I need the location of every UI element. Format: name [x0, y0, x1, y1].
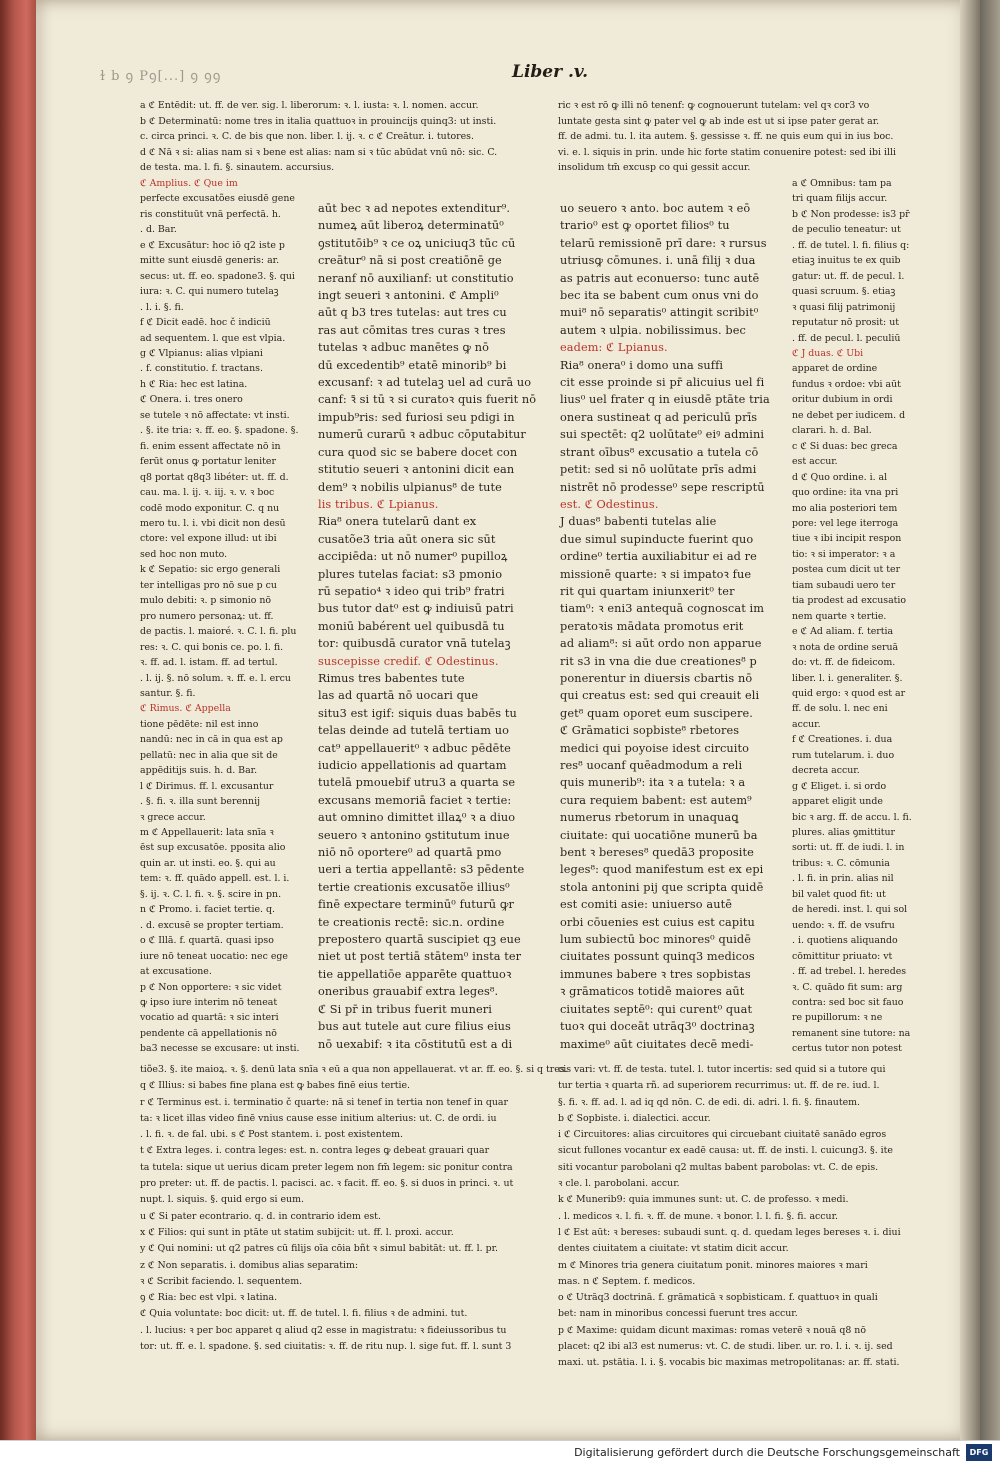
- text-line: liber. l. i. generaliter. §.: [792, 672, 903, 684]
- text-line: y ℭ Qui nomini: ut q2 patres cū filijs oīa cōia bñt ꝛ simul babitāt: ut. ff. l. pr.: [140, 1243, 499, 1255]
- text-line: ne debet per iudicem. d: [792, 409, 906, 421]
- text-line: lius⁰ uel frater q in eiusdē ptāte tria: [560, 393, 770, 407]
- faded-header-text: ɫ b ꝯ Pꝯ[...] ꝯ ꝯꝯ: [100, 69, 222, 84]
- text-line: ba3 necesse se excusare: ut insti.: [140, 1043, 300, 1055]
- text-line: ric ꝛ est rō ꝙ illi nō tenenf: ꝙ cognouerunt tutelam: vel qꝛ cor3 vo: [558, 100, 870, 111]
- text-line: sorti: ut. ff. de iudi. l. in: [792, 842, 905, 854]
- text-line: ff. de solu. l. nec eni: [792, 703, 888, 715]
- text-line: est accur.: [792, 456, 838, 468]
- text-line: oritur dubium in ordi: [792, 394, 893, 406]
- text-line: a ℭ Entēdit: ut. ff. de ver. sig. l. liberorum: ꝛ. l. iusta: ꝛ. l. nomen. accur.: [140, 100, 479, 111]
- text-line: ēst sup excusatōe. pposita alio: [140, 842, 286, 854]
- text-line: ℭ Amplius. ℭ Que im: [140, 178, 238, 189]
- text-line: tiue ꝛ ibi incipit respon: [792, 533, 902, 545]
- text-line: aūt q b3 tres tutelas: aut tres cu: [318, 306, 507, 320]
- text-line: las ad quartā nō uocari que: [318, 689, 479, 703]
- text-line: pellatū: nec in alia que sit de: [140, 749, 278, 761]
- text-line: dem⁹ ꝛ nobilis ulpianus⁸ de tute: [318, 480, 502, 494]
- text-line: res: ꝛ. C. qui bonis ce. po. l. fi.: [140, 641, 284, 653]
- text-line: res⁸ uocanf quēadmodum a reli: [560, 759, 743, 772]
- text-line: neranf nō auxilianf: ut constitutio: [318, 271, 514, 285]
- text-line: quasi scruum. §. etiaꝫ: [792, 286, 896, 298]
- text-line: utriusꝙ cōmunes. i. unā filij ꝛ dua: [560, 254, 756, 268]
- text-line: lis tribus. ℭ Lpianus.: [318, 497, 439, 511]
- text-line: cau. ma. l. ij. ꝛ. iij. ꝛ. v. ꝛ boc: [140, 487, 275, 499]
- text-line: f ℭ Creationes. i. dua: [792, 734, 893, 746]
- text-line: tem: ꝛ. ff. quādo appell. est. l. i.: [140, 873, 290, 885]
- text-line: r ℭ Terminus est. i. terminatio č quarte: nā si tenef in tertia non tenef in quar: [140, 1096, 508, 1108]
- text-line: rū sepatio⁴ ꝛ ideo qui trib⁹ fratri: [318, 584, 505, 598]
- text-line: p ℭ Non opportere: ꝛ sic videt: [140, 981, 282, 993]
- text-line: onera sustineat q ad periculū prīs: [560, 410, 758, 424]
- text-line: est. ℭ Odestinus.: [560, 497, 659, 511]
- text-line: missionē quarte: ꝛ si impatoꝛ fue: [560, 567, 752, 581]
- text-line: bil valet quod fit: ut: [792, 888, 886, 900]
- text-line: numeꝝ aūt liberoꝝ determinatū⁰: [318, 219, 504, 233]
- text-line: ordine⁰ tertia auxiliabitur ei ad re: [560, 550, 757, 564]
- text-line: l ℭ Est aūt: ꝛ bereses: subaudi sunt. q. d. quedam leges bereses ꝛ. i. diui: [558, 1226, 901, 1238]
- text-line: mas. n ℭ Septem. f. medicos.: [558, 1275, 696, 1287]
- text-line: . ff. ad trebel. l. heredes: [792, 966, 907, 978]
- text-line: §. fi. ꝛ. ff. ad. l. ad iq qd nōn. C. de edi. di. adri. l. fi. §. finautem.: [558, 1096, 861, 1108]
- text-line: excusans memoriā faciet ꝛ tertie:: [318, 793, 512, 807]
- text-line: accur.: [792, 718, 821, 730]
- text-line: tribus: ꝛ. C. cōmunia: [792, 857, 890, 869]
- text-line: quo ordine: ita vna pri: [792, 487, 899, 499]
- text-line: se tutele ꝛ nō affectate: vt insti.: [140, 409, 290, 421]
- text-line: ctore: vel expone illud: ut ibi: [140, 533, 277, 545]
- text-line: . i. quotiens aliquando: [792, 935, 898, 947]
- text-line: ris constituūt vnā perfectā. h.: [140, 208, 281, 220]
- text-line: ꝛ grece accur.: [140, 811, 206, 823]
- text-line: nem quarte ꝛ tertie.: [792, 610, 887, 622]
- text-line: tiõe3. §. ite maioꝝ. ꝛ. §. denū lata snīa ꝛ eū a qua non appellauerat. vt ar. ff. eo. §. si q tres.: [140, 1064, 568, 1075]
- facing-page-edge: [980, 0, 1000, 1440]
- text-line: tur tertia ꝛ quarta rñ. ad superiorem recurrimus: ut. ff. de re. iud. l.: [558, 1080, 880, 1092]
- text-line: sed hoc non muto.: [140, 548, 228, 560]
- text-line: tuoꝛ qui doceāt utrāq3⁰ doctrinaꝫ: [560, 1020, 755, 1034]
- text-line: cat⁹ appellauerit⁰ ꝛ adbuc pēdēte: [318, 741, 511, 755]
- page-title: Liber .v.: [512, 62, 588, 82]
- text-line: o ℭ Illā. f. quartā. quasi ipso: [140, 935, 274, 947]
- text-line: g ℭ Eliget. i. si ordo: [792, 780, 887, 792]
- text-line: at excusatione.: [140, 966, 212, 978]
- text-line: cusatõe3 tria aūt onera sic sūt: [318, 532, 496, 546]
- text-line: apparet eligit unde: [792, 796, 883, 808]
- text-line: b ℭ Determinatū: nome tres in italia quattuoꝛ in prouincijs quinq3: ut insti.: [140, 115, 497, 127]
- text-line: niet ut post tertiā stātem⁰ insta ter: [318, 950, 522, 964]
- main-text-column-2: [560, 200, 790, 1052]
- text-line: fundus ꝛ ordoe: vbi aūt: [792, 378, 901, 390]
- text-line: ta: ꝛ licet illas video finē vnius cause esse initium alterius: ut. C. de ordi. iu: [140, 1112, 497, 1124]
- text-line: pore: vel lege iterroga: [792, 517, 899, 529]
- text-line: iure nō teneat uocatio: nec ege: [140, 950, 288, 962]
- text-line: ℭ J duas. ℭ Ubi: [792, 347, 864, 359]
- text-line: nō uexabif: ꝛ ita cōstitutū est a di: [318, 1037, 513, 1051]
- text-line: pro numero personaꝝ: ut. ff.: [140, 610, 274, 622]
- text-line: stitutio seueri ꝛ antonini dicit ean: [318, 463, 515, 477]
- text-line: vi. e. l. siquis in prin. unde hic forte statim conuenire potest: sed ibi illi: [558, 146, 896, 158]
- gloss-top-left: [140, 98, 552, 176]
- text-line: cit esse proinde si pr̄ alicuius uel fi: [560, 376, 765, 390]
- text-line: siti vocantur parobolani q2 multas babent parobolas: vt. C. de epis.: [558, 1161, 879, 1173]
- text-line: situ3 est igif: siquis duas babēs tu: [318, 706, 517, 720]
- text-line: h ℭ Ria: hec est latina.: [140, 378, 248, 390]
- text-line: . l. medicos ꝛ. l. fi. ꝛ. ff. de mune. ꝛ bonor. l. l. fi. §. fi. accur.: [558, 1210, 839, 1222]
- text-line: telarū remissionē prī dare: ꝛ rursus: [560, 236, 767, 250]
- text-line: k ℭ Munerib9: quia immunes sunt: ut. C. de professo. ꝛ medi.: [558, 1194, 849, 1206]
- text-line: . l. ij. §. nō solum. ꝛ. ff. e. l. ercu: [140, 672, 291, 684]
- text-line: nupt. l. siquis. §. quid ergo si eum.: [140, 1194, 304, 1206]
- text-line: n ℭ Promo. i. faciet tertie. q.: [140, 904, 275, 916]
- text-line: c ℭ Si duas: bec greca: [792, 440, 898, 452]
- text-line: ponerentur in diuersis cbartis nō: [560, 671, 753, 685]
- text-line: get⁸ quam oporet eum suscipere.: [560, 706, 753, 720]
- text-line: x ℭ Filios: qui sunt in ptāte ut statim subijcit: ut. ff. l. proxi. accur.: [140, 1226, 454, 1238]
- text-line: tio: ꝛ si imperator: ꝛ a: [792, 548, 896, 560]
- text-line: bic ꝛ arg. ff. de accu. l. fi.: [792, 811, 912, 823]
- text-line: apparet de ordine: [792, 363, 878, 375]
- text-line: placet: q2 ibi al3 est numerus: vt. C. de studi. liber. ur. ro. l. i. ꝛ. ij. sed: [558, 1341, 893, 1353]
- text-line: tione pēdēte: nil est inno: [140, 718, 259, 730]
- text-line: aūt bec ꝛ ad nepotes extenditur⁹.: [318, 202, 511, 215]
- text-line: ferūt onus ꝙ portatur leniter: [140, 456, 276, 468]
- text-line: e ℭ Ad aliam. f. tertia: [792, 626, 894, 638]
- text-line: ꝛ ℭ Scribit faciendo. l. sequentem.: [140, 1275, 303, 1287]
- text-line: mulo debiti: ꝛ. p simonio nō: [140, 595, 272, 607]
- text-line: tor: ut. ff. e. l. spadone. §. sed ciuitatis: ꝛ. ff. de ritu nup. l. sige fut. ff. l. sunt 3: [140, 1341, 512, 1353]
- text-line: ta tutela: sique ut uerius dicam preter legem non fm̄ legem: sic ponitur contra: [140, 1161, 513, 1173]
- text-line: rit qui quartam iniunxerit⁰ ter: [560, 584, 735, 598]
- text-line: J duas⁸ babenti tutelas alie: [560, 515, 717, 529]
- text-line: nistrēt nō prodesse⁰ sepe rescriptū: [560, 480, 765, 494]
- text-line: cura quod sic se babere docet con: [318, 445, 518, 459]
- text-line: mitte sunt eiusdē generis: ar.: [140, 255, 280, 267]
- text-line: z ℭ Non separatis. i. domibus alias separatim:: [140, 1259, 359, 1271]
- text-line: . d. Bar.: [140, 224, 177, 236]
- text-line: de peculio teneatur: ut: [792, 224, 901, 236]
- text-line: ꝛ. ff. ad. l. istam. ff. ad tertul.: [140, 657, 278, 669]
- text-line: ꝛ grāmaticos totidē maiores aūt: [560, 985, 745, 999]
- text-line: certus tutor non potest: [792, 1043, 902, 1055]
- text-line: ꝛ nota de ordine seruā: [792, 641, 899, 653]
- text-line: q8 portat q8q3 libéter: ut. ff. d.: [140, 471, 289, 483]
- text-line: uendo: ꝛ. ff. de vsufru: [792, 919, 895, 931]
- text-line: ꝛ cle. l. parobolani. accur.: [558, 1178, 680, 1190]
- text-line: etiaꝫ inuitus te ex quib: [792, 255, 901, 267]
- text-line: . §. ite tria: ꝛ. ff. eo. §. spadone. §.: [140, 425, 299, 437]
- text-line: dentes ciuitatem a ciuitate: vt statim dicit accur.: [558, 1243, 789, 1255]
- text-line: bent ꝛ bereses⁸ quedā3 proposite: [560, 846, 754, 860]
- text-line: as patris aut econuerso: tunc autē: [560, 271, 760, 285]
- text-line: ℭ Si pr̄ in tribus fuerit muneri: [318, 1002, 492, 1016]
- text-line: m ℭ Minores tria genera ciuitatum ponit. minores maiores ꝛ mari: [558, 1259, 868, 1271]
- text-line: u ℭ Si pater econtrario. q. d. in contrario idem est.: [140, 1210, 381, 1222]
- text-line: remanent sine tutore: na: [792, 1027, 911, 1039]
- text-line: ciuitates possunt quinq3 medicos: [560, 950, 755, 964]
- text-line: . l. lucius: ꝛ per boc apparet q aliud q2 esse in magistratu: ꝛ fideiussoribus tu: [140, 1324, 507, 1336]
- text-line: contra: sed boc sit fauo: [792, 997, 904, 1009]
- text-line: immunes babere ꝛ tres sopbistas: [560, 967, 751, 981]
- text-line: mui⁸ nō separatis⁰ attingit scribit⁰: [560, 306, 759, 320]
- text-line: l ℭ Dirimus. ff. l. excusantur: [140, 780, 274, 792]
- footer-bar: [0, 1440, 1000, 1466]
- text-line: ad aliam⁸: si aūt ordo non apparue: [560, 637, 762, 651]
- text-line: postea cum dicit ut ter: [792, 564, 901, 576]
- text-line: a ℭ Omnibus: tam pa: [792, 178, 892, 189]
- text-line: bec ita se babent cum onus vni do: [560, 289, 759, 303]
- text-line: iura: ꝛ. C. qui numero tutelaꝫ: [140, 286, 279, 298]
- text-line: Rimus tres babentes tute: [318, 671, 465, 685]
- text-line: numerus rbetorum in unaquaꝗ: [560, 811, 739, 825]
- text-line: c. circa princi. ꝛ. C. de bis que non. liber. l. ij. ꝛ. c ℭ Creātur. i. tutores.: [140, 131, 474, 143]
- text-line: uo seuero ꝛ anto. boc autem ꝛ eō: [560, 202, 751, 215]
- text-line: reputatur nō prosit: ut: [792, 317, 900, 329]
- gloss-bottom-right: [558, 1062, 930, 1369]
- text-line: de heredi. inst. l. qui sol: [792, 904, 908, 916]
- text-line: numerū curarū ꝛ adbuc cōputabitur: [318, 428, 526, 442]
- text-line: gatur: ut. ff. de pecul. l.: [792, 270, 905, 282]
- dfg-logo: DFG: [966, 1444, 992, 1461]
- right-gloss-column: [792, 176, 928, 1056]
- text-line: i ℭ Circuitores: alias circuitores qui circuebant ciuitatē sanādo egros: [558, 1129, 887, 1141]
- text-line: quis munerib⁹: ita ꝛ a tutela: ꝛ a: [560, 776, 746, 790]
- text-line: tutelas ꝛ adbuc manētes ꝙ nō: [318, 341, 490, 355]
- text-line: f ℭ Dicit eadē. hoc č indiciū: [140, 317, 271, 329]
- text-line: canf: ꝛ̄ si tū ꝛ si curatoꝛ quis fuerit nō: [318, 393, 537, 407]
- text-line: g ℭ Vlpianus: alias vlpiani: [140, 347, 263, 359]
- text-line: ciuitates septē⁰: qui curent⁰ quat: [560, 1002, 753, 1016]
- text-line: leges⁸: quod manifestum est ex epi: [560, 863, 764, 877]
- text-line: oneribus grauabif extra leges⁸.: [318, 985, 499, 999]
- text-line: finē expectare terminū⁰ futurū ꝙr: [318, 898, 514, 912]
- text-line: d ℭ Quo ordine. i. al: [792, 471, 888, 483]
- page-gutter: [960, 0, 980, 1440]
- text-line: telas deinde ad tutelā tertiam uo: [318, 724, 510, 738]
- text-line: santur. §. fi.: [140, 687, 196, 699]
- text-line: secus: ut. ff. eo. spadone3. §. qui: [140, 270, 295, 282]
- text-line: de testa. ma. l. fi. §. sinautem. accursius.: [140, 162, 335, 174]
- text-line: p ℭ Maxime: quidam dicunt maximas: romas veterē ꝛ nouā q8 nō: [558, 1324, 866, 1336]
- text-line: prepostero quartā suscipiet qꝫ eue: [318, 933, 521, 947]
- text-line: maxi. ut. pstātia. l. i. §. vocabis bic maximas metropolitanas: ar. ff. stati.: [558, 1357, 900, 1369]
- text-line: pro preter: ut. ff. de pactis. l. pacisci. ac. ꝛ facit. ff. eo. §. si duos in princi. ꝛ. ut: [140, 1178, 514, 1190]
- text-line: tiam subaudi uero ter: [792, 579, 896, 591]
- text-line: clarari. h. d. Bal.: [792, 425, 872, 437]
- text-line: t ℭ Extra leges. i. contra leges: est. n. contra leges ꝙ debeat grauari quar: [140, 1145, 490, 1157]
- text-line: ras aut cōmitas tres curas ꝛ tres: [318, 323, 506, 337]
- text-line: seuero ꝛ antonino ꝯstitutum inue: [318, 828, 510, 842]
- text-line: ꝙ ipso iure interim nō teneat: [140, 997, 278, 1009]
- text-line: eadem: ℭ Lpianus.: [560, 341, 668, 355]
- text-line: peratoꝛis mādata promotus erit: [560, 619, 744, 633]
- text-line: dū excedentib⁹ etatē minorib⁹ bi: [318, 358, 507, 372]
- text-line: perfecte excusatões eiusdē gene: [140, 193, 295, 205]
- text-line: . ff. de tutel. l. fi. filius q:: [792, 239, 910, 251]
- text-line: aut omnino dimittet illaꝝ⁰ ꝛ a diuo: [318, 811, 516, 825]
- text-line: ℭ Onera. i. tres onero: [140, 394, 243, 406]
- text-line: q ℭ Illius: si babes fine plana est ꝙ babes finē eius tertie.: [140, 1080, 411, 1092]
- text-line: autem ꝛ ulpia. nobilissimus. bec: [560, 323, 746, 337]
- text-line: petit: sed si nō uolūtate prīs admi: [560, 463, 757, 477]
- text-line: ℭ Quia voluntate: boc dicit: ut. ff. de tutel. l. fi. filius ꝛ de admini. tut.: [140, 1308, 468, 1320]
- text-line: nandū: nec in cā in qua est ap: [140, 734, 283, 746]
- text-line: ff. de admi. tu. l. ita autem. §. gessisse ꝛ. ff. ne quis eum qui in ius boc.: [558, 131, 894, 143]
- text-line: moniū babérent uel quibusdā tu: [318, 619, 505, 633]
- text-line: . ff. de pecul. l. peculiū: [792, 332, 901, 344]
- text-line: . f. constitutio. f. tractans.: [140, 363, 263, 375]
- text-line: suscepisse credif. ℭ Odestinus.: [318, 654, 499, 668]
- text-line: Ria⁸ onera⁰ i domo una suffi: [560, 358, 724, 372]
- text-line: lum subiectū boc minores⁰ quidē: [560, 933, 752, 947]
- text-line: medici qui poyoise idest circuito: [560, 741, 750, 755]
- text-line: iudicio appellationis ad quartam: [318, 759, 507, 772]
- text-line: te creationis rectē: sic.n. ordine: [318, 915, 505, 929]
- text-line: sui spectēt: q2 uolūtate⁰ eiꝰ admini: [560, 428, 765, 442]
- text-line: b ℭ Non prodesse: is3 pr̄: [792, 208, 910, 220]
- text-line: est comiti asie: uniuerso autē: [560, 898, 732, 912]
- text-line: tie appellatiōe apparēte quattuoꝛ: [318, 967, 512, 981]
- text-line: plures. alias ꝯmittitur: [792, 827, 896, 839]
- text-line: bet: nam in minoribus concessi fuerunt tres accur.: [558, 1308, 798, 1320]
- funding-notice: Digitalisierung gefördert durch die Deutsche Forschungsgemeinschaft: [574, 1446, 960, 1459]
- text-line: tia prodest ad excusatio: [792, 595, 907, 607]
- text-line: ꝛ. C. quādo fit sum: arg: [792, 981, 903, 993]
- text-line: bus aut tutele aut cure filius eius: [318, 1020, 511, 1034]
- text-line: accipiēda: ut nō numer⁰ pupilloꝝ: [318, 550, 508, 564]
- text-line: re pupillorum: ꝛ ne: [792, 1012, 883, 1024]
- text-line: do: vt. ff. de fideicom.: [792, 657, 896, 669]
- text-line: impub⁹ris: sed furiosi seu pdigi in: [318, 410, 515, 424]
- text-line: ciuitate: qui uocatiōne munerū ba: [560, 828, 758, 842]
- text-line: trario⁰ est ꝙ oportet filios⁰ tu: [560, 219, 730, 233]
- text-line: tri quam filijs accur.: [792, 193, 888, 205]
- text-line: ingt seueri ꝛ antonini. ℭ Ampli⁰: [318, 289, 499, 303]
- text-line: stola antonini pij que scripta quidē: [560, 880, 764, 894]
- text-line: k ℭ Sepatio: sic ergo generali: [140, 564, 281, 576]
- text-line: fi. enim essent affectate nō in: [140, 440, 281, 452]
- text-line: qui creatus est: sed qui creauit eli: [560, 689, 760, 703]
- text-line: tutelā pmouebif utru3 a quarta se: [318, 776, 516, 790]
- text-line: §. ij. ꝛ. C. l. fi. ꝛ. §. scire in pn.: [140, 888, 282, 900]
- text-line: ꝯ ℭ Ria: bec est vlpi. ꝛ latina.: [140, 1292, 278, 1304]
- text-line: ter intelligas pro nō sue p cu: [140, 579, 277, 591]
- text-line: tertie creationis excusatõe illius⁰: [318, 880, 510, 894]
- text-line: bus tutor dat⁰ est ꝙ indiuisū patri: [318, 602, 514, 616]
- text-line: ℭ Rimus. ℭ Appella: [140, 703, 231, 715]
- text-line: appēditijs suis. h. d. Bar.: [140, 765, 258, 777]
- text-line: pendente cā appellationis nō: [140, 1027, 277, 1039]
- text-line: cura requiem babent: est autem⁹: [560, 793, 752, 807]
- gloss-bottom-left: [140, 1062, 568, 1362]
- text-line: ꝛ quasi filij patrimonij: [792, 301, 896, 313]
- text-line: creātur⁰ nā si post creatiōnē ge: [318, 254, 502, 268]
- gloss-top-right: [558, 98, 920, 176]
- text-line: luntate gesta sint ꝙ pater vel ꝙ ab inde est ut si ipse pater gerat ar.: [558, 115, 880, 127]
- text-line: excusanf: ꝛ ad tutelaꝫ uel ad curā uo: [318, 376, 532, 390]
- text-line: ꝯstitutōib⁹ ꝛ ce oꝝ uniciuq3 tūc cū: [318, 236, 516, 250]
- main-text-column-1: [318, 200, 548, 1052]
- text-line: b ℭ Sopbiste. i. dialectici. accur.: [558, 1112, 711, 1124]
- text-line: orbi cōuenies est cuius est capitu: [560, 915, 755, 929]
- text-line: codē modo exponitur. C. q nu: [140, 502, 280, 514]
- text-line: . l. i. §. fi.: [140, 301, 184, 313]
- text-line: . d. excusē se propter tertiam.: [140, 919, 284, 931]
- text-line: niō nō oportere⁰ ad quartā pmo: [318, 846, 502, 860]
- text-line: Ria⁸ onera tutelarū dant ex: [318, 515, 477, 529]
- text-line: rum tutelarum. i. duo: [792, 749, 895, 761]
- text-line: . §. fi. ꝛ. illa sunt berennij: [140, 796, 260, 808]
- text-line: tor: quibusdā curator vnā tutelaꝫ: [318, 637, 511, 651]
- text-line: quid ergo: ꝛ quod est ar: [792, 687, 906, 699]
- text-line: tiam⁰: ꝛ eni3 antequā cognoscat im: [560, 602, 765, 616]
- text-line: ℭ Grāmatici sopbiste⁸ rbetores: [560, 724, 740, 738]
- text-line: rit s3 in vna die due creationes⁸ p: [560, 654, 757, 668]
- text-line: mo alia posteriori tem: [792, 502, 898, 514]
- text-line: due simul supinducte fuerint quo: [560, 532, 754, 546]
- text-line: d ℭ Nā ꝛ si: alias nam si ꝛ bene est alias: nam si ꝛ tūc abūdat vnū nō: sic. C.: [140, 146, 498, 158]
- text-line: . l. fi. in prin. alias nil: [792, 873, 894, 885]
- text-line: . l. fi. ꝛ. de fal. ubi. s ℭ Post stantem. i. post existentem.: [140, 1129, 403, 1141]
- text-line: e ℭ Excusātur: hoc iō q2 iste p: [140, 239, 285, 251]
- text-line: de pactis. l. maioré. ꝛ. C. l. fi. plu: [140, 626, 297, 638]
- text-line: ueri a tertia appellantē: s3 pēdente: [318, 863, 525, 877]
- left-gloss-column: [140, 176, 310, 1056]
- text-line: sicut fullones vocantur ex eadē causa: ut. ff. de insti. l. cuicung3. §. ite: [558, 1145, 893, 1157]
- text-line: quin ar. ut insti. eo. §. qui au: [140, 857, 276, 869]
- text-line: o ℭ Utrāq3 doctrinā. f. grāmaticā ꝛ sopbisticam. f. quattuoꝛ in quali: [558, 1292, 878, 1304]
- text-line: vocatio ad quartā: ꝛ sic interi: [140, 1012, 279, 1024]
- text-line: insolidum tm̄ excusp co qui gessit accur.: [558, 162, 751, 174]
- text-line: cis vari: vt. ff. de testa. tutel. l. tutor incertis: sed quid si a tutore qui: [558, 1064, 886, 1075]
- text-line: plures tutelas faciat: s3 pmonio: [318, 567, 503, 581]
- text-line: strant oībus⁸ excusatio a tutela cō: [560, 445, 759, 459]
- text-line: ad sequentem. l. que est vlpia.: [140, 332, 286, 344]
- text-line: m ℭ Appellauerit: lata snīa ꝛ: [140, 827, 274, 839]
- text-line: decreta accur.: [792, 765, 860, 777]
- text-line: mero tu. l. i. vbi dicit non desū: [140, 517, 286, 529]
- text-line: maxime⁰ aūt ciuitates decē medi-: [560, 1037, 754, 1051]
- text-line: cōmittitur priuato: vt: [792, 950, 893, 962]
